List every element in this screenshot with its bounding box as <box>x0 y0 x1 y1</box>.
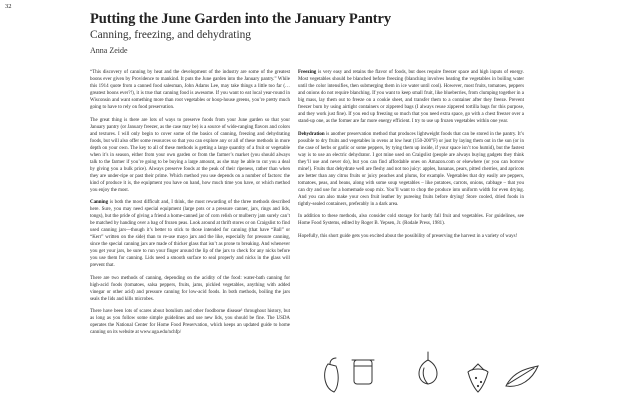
paragraph-text: “This discovery of canning by heat and the development of the industry are some of the greatest boons ever given by Providence to mankind. It puts the June garden into the January pantry.” While this 1914 quote from a canned food salesman, John Adams Lee, may take things a little too far (…greatest boons ever?!), it is true that canning food is awesome. If you want to eat local year-round in Wisconsin and want something more than root vegetables or hoop-house greens, you’re pretty much going to have to rely on food preservation. <box>90 70 290 110</box>
jar-doodle-icon <box>352 360 374 384</box>
paragraph <box>90 69 290 111</box>
paragraph-text: Hopefully, this short guide gets you excited about the possibility of preserving the harvest in a variety of ways! <box>298 233 518 239</box>
leaf-doodle-icon <box>506 366 538 386</box>
right-column <box>298 69 524 245</box>
paragraph-text: There have been lots of scares about botulism and other foodborne disease¹ throughout history, but as long as you follow some simple guidelines and use new lids, you should be fine. The USDA operates the National Center for Home Food Preservation, which keeps an updated guide to home canning on its website at www.uga.edu/nchfp/ <box>90 309 290 335</box>
paragraph <box>298 213 524 227</box>
paragraph <box>298 69 524 125</box>
paragraph <box>90 117 290 194</box>
produce-doodles <box>318 336 558 402</box>
paragraph <box>90 308 290 336</box>
paragraph-text: There are two methods of canning, depending on the acidity of the food: water-bath canning for high-acid foods (tomatoes, salsa peppers, fruits, jams, pickled vegetables, anything with added vinegar or other acid) and pressure canning for low-acid foods. In both methods, boiling the jars seals the lids and kills microbes. <box>90 275 290 302</box>
article-subtitle: Canning, freezing, and dehydrating <box>90 29 251 41</box>
paragraph-lead: Freezing <box>298 70 317 75</box>
pepper-doodle-icon <box>325 358 339 392</box>
paragraph-text: is both the most difficult and, I think, the most rewarding of the three methods described here. Sure, you may need special equipment (large pots or a pressure canner, jars, rings and lids, tongs), but the pride of giving a friend a home-canned jar of corn relish or mulberry jam surely can’t be matched by handing over a bag of frozen peas. Look around at thrift stores or on Craigslist to find used canning jars—though it’s better to stick to those intended for canning (that have “Ball” or “Kerr” written on the side) than to re-use mayo jars and the like, especially for pressure canning, since the special canning jars are made of thicker glass that isn’t as prone to breaking. And whenever you get your jars, be sure to run your finger around the lip of the jars to check for any nicks before you use them for canning. Lids need a smooth surface to seal properly and nicks in the glass will prevent that. <box>90 200 290 268</box>
paragraph <box>90 199 290 269</box>
author-byline: Anna Zeide <box>90 46 128 55</box>
paragraph-lead: Dehydration <box>298 131 325 137</box>
left-column <box>90 69 290 342</box>
article-title: Putting the June Garden into the January Pantry <box>90 11 392 27</box>
paragraph <box>298 131 524 208</box>
strawberry-doodle-icon <box>468 364 488 392</box>
paragraph-lead: Canning <box>90 200 109 205</box>
paragraph-text: is another preservation method that produces lightweight foods that can be stored in the pantry. It’s possible to dry fruits and vegetables in ovens at low heat (150-200°F) or just by laying them out in the sun (or in the case of herbs or garlic or some peppers, by tying them up inside, if your space isn’t too humid), but the fastest way is to use an electric dehydrator. I got mine used on Craigslist (people are always buying gadgets they think they’ll use and never do), but you can find affordable ones on Amazon.com or elsewhere (or you can borrow mine!). Fruits that dehydrate well are fleshy and not too juicy: apples, bananas, pears, pitted cherries, and apricots are better than any citrus fruits or juicy peaches and plums, for example. Vegetables that dry easily are peppers, tomatoes, peas, and beans, along with some soup vegetables – like potatoes, carrots, onions, cabbage – that you can dry and use for a homemade soup mix. You’ll want to chop the produce into uniform width for even drying. And you can also make your own fruit leather by pureeing fruits before drying! Store cooled, dried foods in tightly-sealed containers, preferably in a dark area. <box>298 131 524 207</box>
paragraph <box>298 233 524 240</box>
garlic-doodle-icon <box>419 352 437 384</box>
paragraph-text: is very easy and retains the flavor of foods, but does require freezer space and high inputs of energy. Most vegetables should be blanched before freezing (blanching involves heating the vegetables in boiling water until the color intensifies, then submerging them in ice water until cool). However, most fruits, tomatoes, peppers and onions do not require blanching. If you want to keep small fruit, like blueberries, from clumping together in a big mass, lay them out to freeze on a cookie sheet, and transfer them to a container after they freeze. Prevent freezer burn by using airtight containers or zippered bags (I always reuse zippered tortilla bags for this purpose, and they work just fine). If you end up freezing so much that you need extra space, go with a chest freezer over a stand-up one, as the former are far more energy efficient. I try to use up frozen vegetables within one year. <box>298 70 524 124</box>
page-number: 32 <box>5 3 12 10</box>
paragraph-text: The great thing is there are lots of ways to preserve foods from your June garden so that your January pantry (or January freezer, as the case may be) is a source of wide-ranging flavors and colors and textures. I will only begin to cover some of the basics of canning, freezing and dehydrating foods, but will also offer some resources so that you can explore any or all of these methods in more depth on your own. The key to all of these methods is getting a large quantity of a fruit or vegetable when it’s in season, either from your own garden or from the farmer’s market (you should always talk to the farmer if you’re going to be buying a large amount, as she may be able to cut you a deal by giving you a bulk price). Always preserve foods at the peak of their ripeness, rather than when they are under-ripe or past their prime. Which method you use depends on a number of factors: the kind of produce it is, the equipment you have on hand, how much time you have, or which method you enjoy the most. <box>90 117 290 193</box>
paragraph <box>90 275 290 303</box>
paragraph-text: In addition to these methods, also consider cold storage for hardy fall fruit and vegetables. For guidelines, see Home Food Systems, edited by Roger B. Yepsen, Jr. (Rodale Press, 1981). <box>298 214 524 226</box>
